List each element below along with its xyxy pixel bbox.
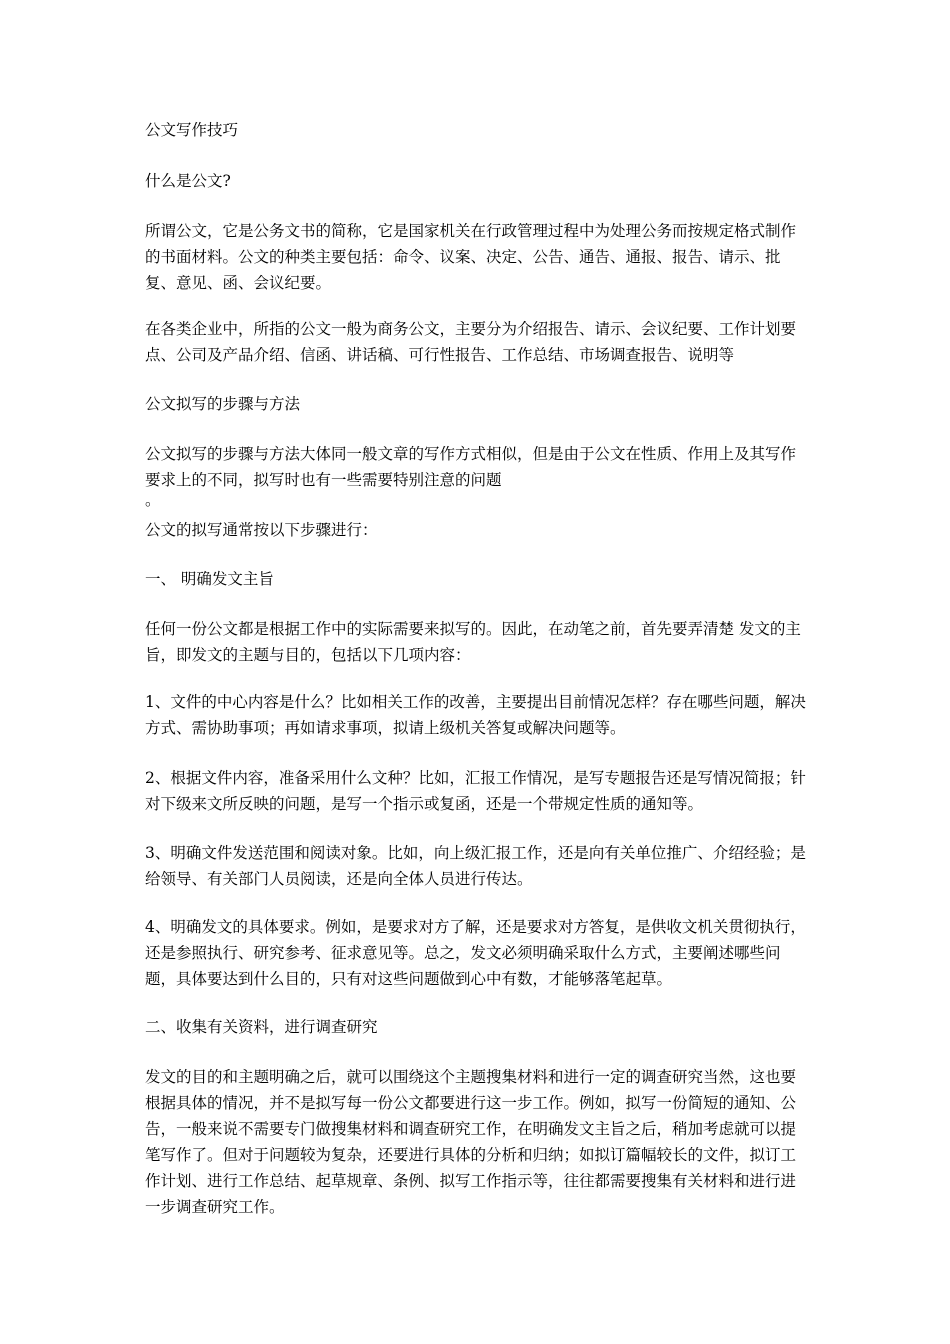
paragraph-steps-intro: 公文拟写的步骤与方法大体同一般文章的写作方式相似，但是由于公文在性质、作用上及其写作要求上的不同，拟写时也有一些需要特别注意的问题 <box>145 445 797 489</box>
paragraph-purpose: 任何一份公文都是根据工作中的实际需要来拟写的。因此，在动笔之前，首先要弄清楚 发文的主旨，即发文的主题与目的，包括以下几项内容： <box>145 620 801 664</box>
paragraph-definition: 所谓公文，它是公务文书的简称，它是国家机关在行政管理过程中为处理公务而按规定格式制作的书面材料。公文的种类主要包括：命令、议案、决定、公告、通告、通报、报告、请示、批复、意见、函、会议纪要。 <box>145 222 797 292</box>
section-steps-heading: 公文拟写的步骤与方法 <box>145 395 301 413</box>
list-item-2: 2、根据文件内容，准备采用什么文种？比如，汇报工作情况，是写专题报告还是写情况简报；针对下级来文所反映的问题，是写一个指示或复函，还是一个带规定性质的通知等。 <box>145 769 806 813</box>
section-heading-2: 二、收集有关资料，进行调查研究 <box>145 1018 378 1036</box>
paragraph-enterprise: 在各类企业中，所指的公文一般为商务公文，主要分为介绍报告、请示、会议纪要、工作计划要点、公司及产品介绍、信函、讲话稿、可行性报告、工作总结、市场调查报告、说明等 <box>145 320 797 364</box>
section-question: 什么是公文? <box>145 172 231 190</box>
paragraph-research: 发文的目的和主题明确之后，就可以围绕这个主题搜集材料和进行一定的调查研究当然，这也要根据具体的情况，并不是拟写每一份公文都要进行这一步工作。例如，拟写一份简短的通知、公告，一般来说不需要专门做搜集材料和调查研究工作，在明确发文主旨之后，稍加考虑就可以提笔写作了。但对于问题较为复杂，还要进行具体的分析和归纳；如拟订篇幅较长的文件，拟订工作计划、进行工作总结、起草规章、条例、拟写工作指示等，往往都需要搜集有关材料和进行进一步调查研究工作。 <box>145 1068 797 1216</box>
list-item-4: 4、明确发文的具体要求。例如，是要求对方了解，还是要求对方答复，是供收文机关贯彻执行，还是参照执行、研究参考、征求意见等。总之，发文必须明确采取什么方式，主要阐述哪些问题，具体要达到什么目的，只有对这些问题做到心中有数，才能够落笔起草。 <box>145 918 806 988</box>
list-item-1: 1、文件的中心内容是什么？比如相关工作的改善，主要提出目前情况怎样？存在哪些问题，解决方式、需协助事项；再如请求事项，拟请上级机关答复或解决问题等。 <box>145 693 806 737</box>
list-item-3: 3、明确文件发送范围和阅读对象。比如，向上级汇报工作，还是向有关单位推广、介绍经验；是给领导、有关部门人员阅读，还是向全体人员进行传达。 <box>145 844 806 888</box>
paragraph-steps-intro-end: 。 <box>145 491 161 509</box>
paragraph-steps-list-intro: 公文的拟写通常按以下步骤进行： <box>145 521 378 539</box>
section-heading-1: 一、 明确发文主旨 <box>145 570 274 588</box>
document-title: 公文写作技巧 <box>145 121 239 139</box>
